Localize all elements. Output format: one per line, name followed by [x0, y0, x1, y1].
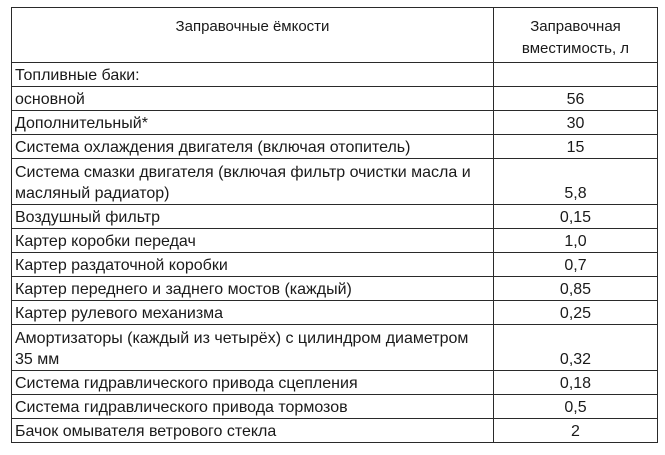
- table-row: [12, 159, 658, 205]
- row-name: Картер рулевого механизма: [12, 301, 494, 325]
- table-row: [12, 205, 658, 229]
- row-value: 0,85: [494, 277, 658, 301]
- row-name: Бачок омывателя ветрового стекла: [12, 419, 494, 443]
- row-name: Топливные баки:: [12, 63, 494, 87]
- table-header-row: [12, 8, 658, 63]
- row-name: Картер переднего и заднего мостов (каждый): [12, 277, 494, 301]
- table-row: [12, 135, 658, 159]
- table-row: [12, 87, 658, 111]
- table-row: [12, 419, 658, 443]
- table-row: [12, 253, 658, 277]
- row-value: 1,0: [494, 229, 658, 253]
- row-value: [494, 63, 658, 87]
- row-value: 56: [494, 87, 658, 111]
- row-name: Амортизаторы (каждый из четырёх) с цилиндром диаметром 35 мм: [12, 325, 494, 371]
- row-value: 2: [494, 419, 658, 443]
- row-name: Система смазки двигателя (включая фильтр очистки масла и масляный радиатор): [12, 159, 494, 205]
- row-name: Воздушный фильтр: [12, 205, 494, 229]
- filling-capacities-table: [11, 7, 658, 443]
- row-name: Картер раздаточной коробки: [12, 253, 494, 277]
- table-row: [12, 277, 658, 301]
- row-name: Картер коробки передач: [12, 229, 494, 253]
- row-name: Система гидравлического привода сцепления: [12, 371, 494, 395]
- table-row: [12, 301, 658, 325]
- table-row: [12, 395, 658, 419]
- row-value: 5,8: [494, 159, 658, 205]
- row-value: 0,5: [494, 395, 658, 419]
- row-name: Система гидравлического привода тормозов: [12, 395, 494, 419]
- row-value: 0,7: [494, 253, 658, 277]
- row-name: основной: [12, 87, 494, 111]
- row-value: 0,18: [494, 371, 658, 395]
- row-value: 0,15: [494, 205, 658, 229]
- row-value: 15: [494, 135, 658, 159]
- header-capacities: Заправочные ёмкости: [12, 8, 494, 63]
- table-row: [12, 111, 658, 135]
- row-name: Дополнительный*: [12, 111, 494, 135]
- header-volume: Заправочная вместимость, л: [494, 8, 658, 63]
- table-row: [12, 325, 658, 371]
- table-row: [12, 229, 658, 253]
- table-row: [12, 63, 658, 87]
- table-row: [12, 371, 658, 395]
- row-value: 0,32: [494, 325, 658, 371]
- row-value: 0,25: [494, 301, 658, 325]
- row-value: 30: [494, 111, 658, 135]
- row-name: Система охлаждения двигателя (включая отопитель): [12, 135, 494, 159]
